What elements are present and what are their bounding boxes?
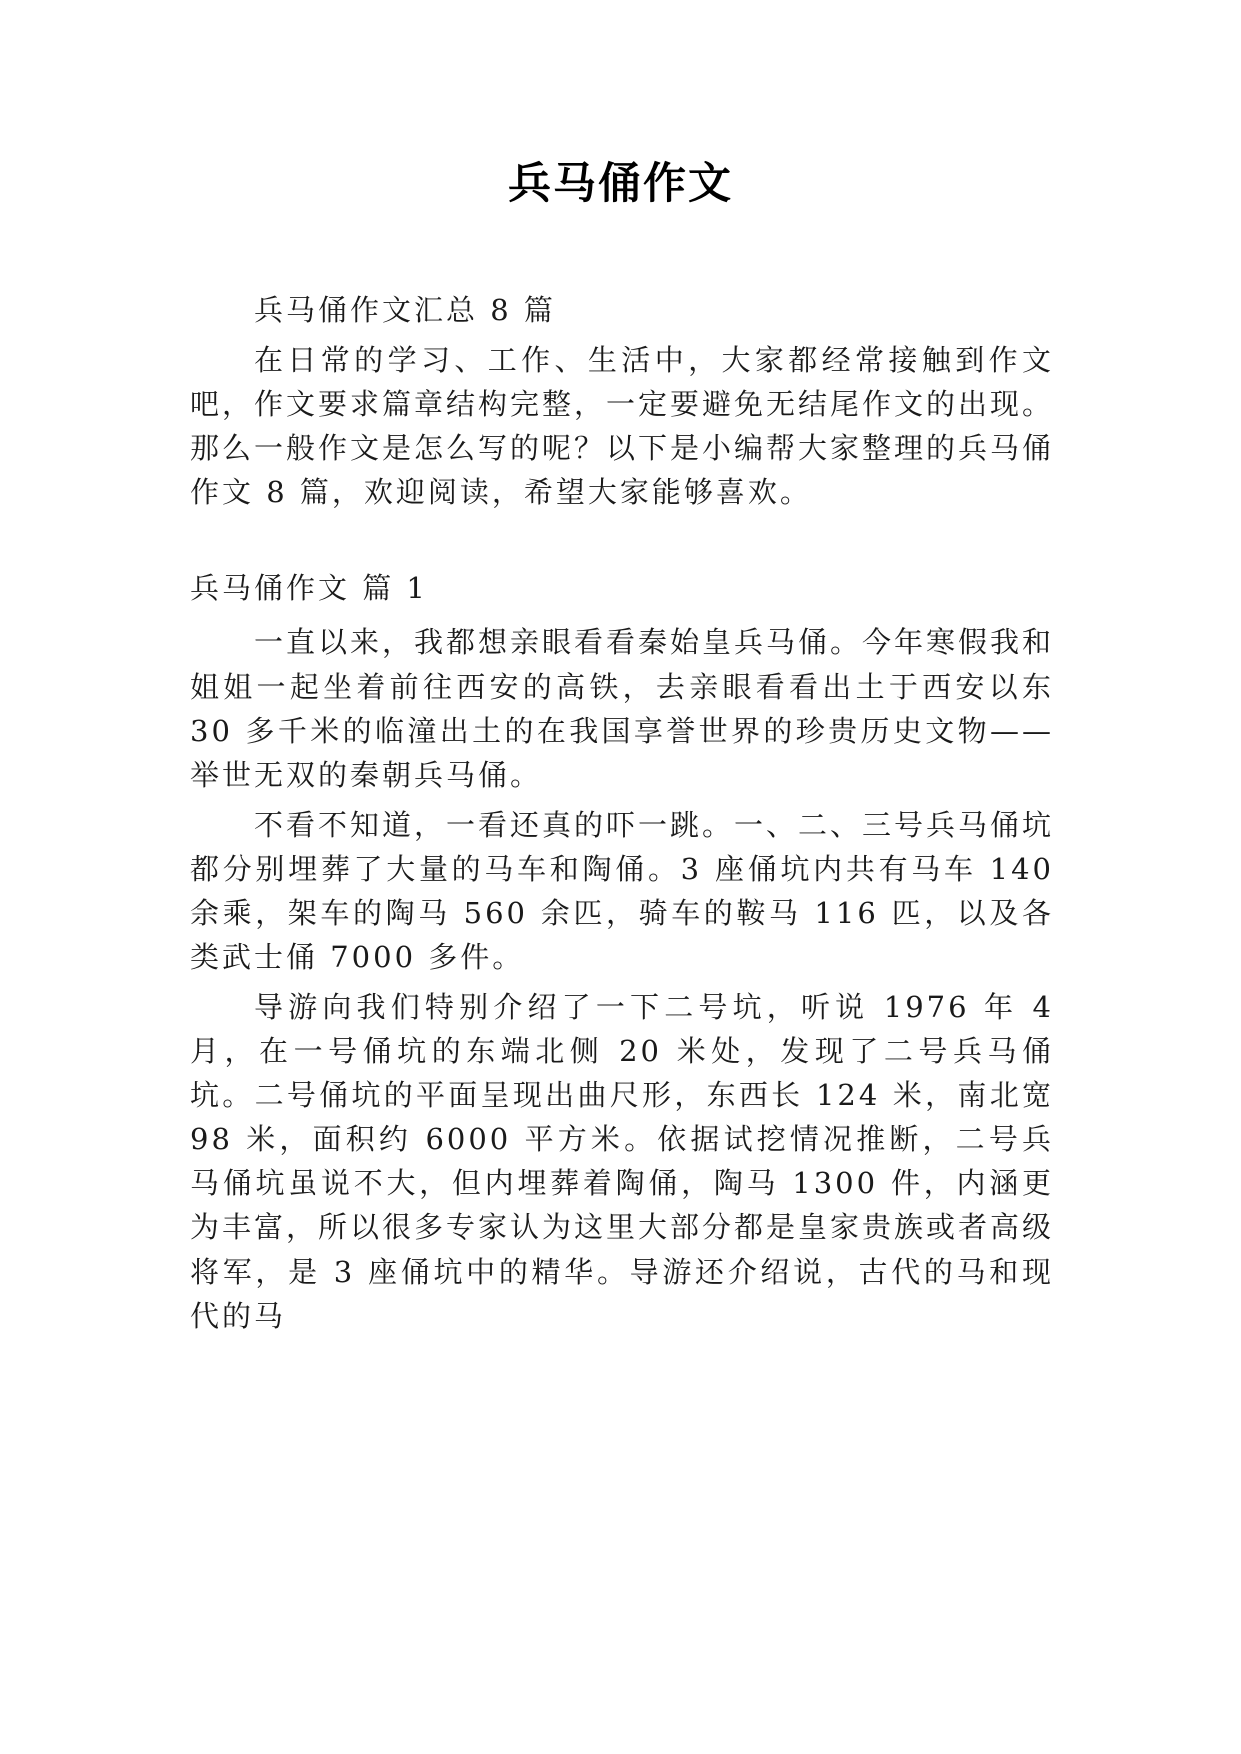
- intro-paragraph: 在日常的学习、工作、生活中，大家都经常接触到作文吧，作文要求篇章结构完整，一定要避免无结尾作文的出现。那么一般作文是怎么写的呢？以下是小编帮大家整理的兵马俑作文 8 篇，欢迎阅读，希望大家能够喜欢。: [190, 343, 1055, 510]
- body-paragraph-3: 导游向我们特别介绍了一下二号坑，听说 1976 年 4 月，在一号俑坑的东端北侧 20 米处，发现了二号兵马俑坑。二号俑坑的平面呈现出曲尺形，东西长 124 米，南北宽 98 米，面积约 6000 平方米。依据试挖情况推断，二号兵马俑坑虽说不大，但内埋葬着陶俑，陶马 1300 件，内涵更为丰富，所以很多专家认为这里大部分都是皇家贵族或者高级将军，是 3 座俑坑中的精华。导游还介绍说，古代的马和现代的马: [190, 990, 1055, 1333]
- body-paragraph-2: 不看不知道，一看还真的吓一跳。一、二、三号兵马俑坑都分别埋葬了大量的马车和陶俑。3 座俑坑内共有马车 140 余乘，架车的陶马 560 余匹，骑车的鞍马 116 匹，以及各类武士俑 7000 多件。: [190, 807, 1055, 975]
- document-body: [190, 288, 1054, 1344]
- section-heading: 兵马俑作文 篇 1: [190, 571, 428, 606]
- body-paragraph-1: 一直以来，我都想亲眼看看秦始皇兵马俑。今年寒假我和姐姐一起坐着前往西安的高铁，去亲眼看看出土于西安以东 30 多千米的临潼出土的在我国享誉世界的珍贵历史文物——举世无双的秦朝兵马俑。: [190, 625, 1055, 792]
- subtitle-line: 兵马俑作文汇总 8 篇: [254, 293, 556, 327]
- document-title: 兵马俑作文: [508, 159, 733, 209]
